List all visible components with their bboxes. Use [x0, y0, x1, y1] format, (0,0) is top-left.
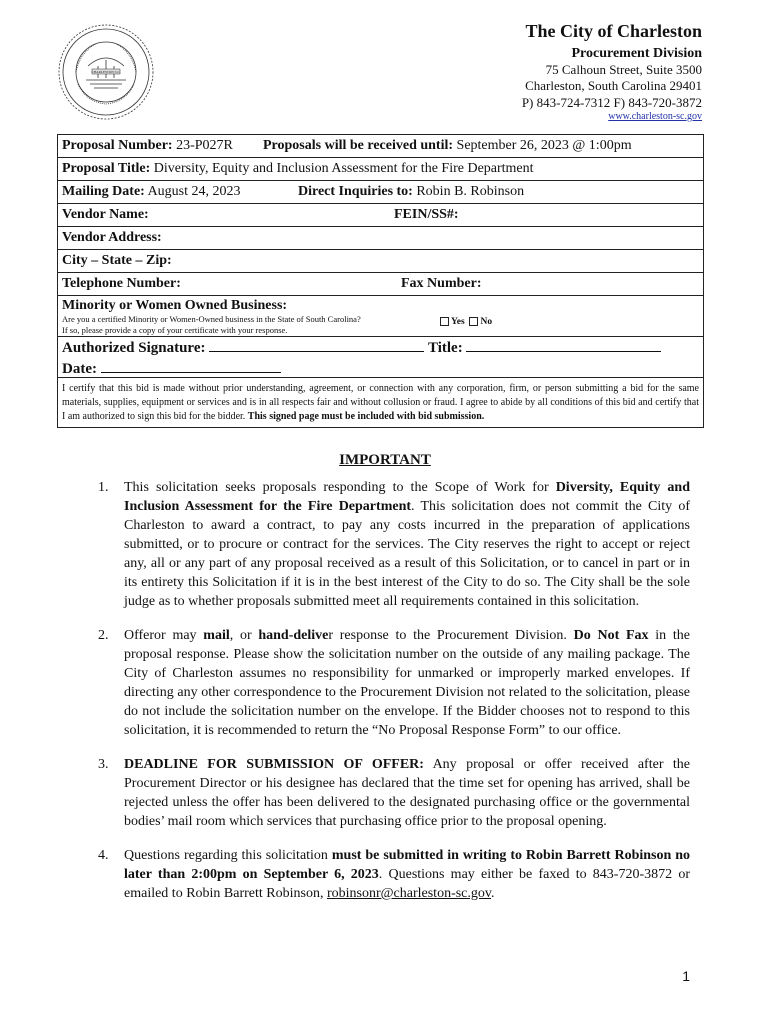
website-link[interactable]: www.charleston-sc.gov [608, 110, 702, 122]
mwob-question: Are you a certified Minority or Women-Owned business in the State of South Carolina? [62, 314, 361, 324]
city-state-zip-field[interactable] [58, 250, 703, 273]
phone-fax-line: P) 843-724-7312 F) 843-720-3872 [521, 94, 702, 110]
mailing-date-row [58, 181, 703, 204]
important-heading: IMPORTANT [339, 452, 431, 468]
proposal-title-value: Diversity, Equity and Inclusion Assessment for the Fire Department [153, 161, 534, 176]
vendor-address-label: Vendor Address: [62, 230, 162, 245]
vendor-name-label: Vendor Name: [62, 207, 149, 222]
certification-bold: This signed page must be included with bid submission. [247, 411, 485, 422]
mwob-title: Minority or Women Owned Business: [62, 298, 288, 313]
list-item: 2. Offeror may mail, or hand-deliver response to the Procurement Division. Do Not Fax in the proposal response. Please show the solicitation number on the outside of any mailing package. The City of Charleston assumes no responsibility for unmarked or improperly marked envelopes. If directing any other correspondence to the Procurement Division not related to the solicitation, please do not include the solicitation number on the envelope. If the Bidder chooses not to respond to this solicitation, it is recommended to return the “No Proposal Response Form” to our office. [98, 628, 690, 738]
telephone-label: Telephone Number: [62, 276, 181, 291]
fein-label: FEIN/SS#: [394, 207, 459, 222]
address-line-2: Charleston, South Carolina 29401 [525, 78, 702, 94]
title-field-label: Title: [427, 340, 463, 356]
signature-line[interactable] [209, 337, 424, 352]
mailing-date-label: Mailing Date: [62, 184, 145, 199]
mwob-options [440, 317, 492, 327]
no-label: No [480, 317, 493, 327]
proposal-title-row [58, 158, 703, 181]
date-line[interactable] [101, 358, 281, 373]
title-line[interactable] [466, 337, 661, 352]
certification-body: I certify that this bid is made without prior understanding, agreement, or connection with any corporation, firm, or person submitting a bid for the same materials, supplies, equipment or services and is in all respects fair and without collusion or fraud. I agree to abide by all conditions of this bid and certify that I am authorized to sign this bid for the bidder. [62, 383, 699, 422]
no-checkbox[interactable] [469, 317, 478, 326]
received-label: Proposals will be received until: [263, 138, 454, 153]
telephone-field[interactable] [58, 273, 703, 296]
date-label: Date: [62, 361, 97, 377]
vendor-name-field[interactable] [58, 204, 703, 227]
list-item: 3. DEADLINE FOR SUBMISSION OF OFFER: Any proposal or offer received after the Procurement Director or his designee has declared that the time set for opening has arrived, shall be rejected unless the offer has been delivered to the designated purchasing office or the governmental bodies’ mail room which services that purchasing office prior to the proposal opening. [98, 757, 690, 829]
proposal-number-value: 23-P027R [176, 138, 233, 153]
yes-checkbox[interactable] [440, 317, 449, 326]
signature-row [58, 337, 703, 378]
mailing-date-value: August 24, 2023 [147, 184, 241, 199]
signature-label: Authorized Signature: [62, 340, 206, 356]
city-state-zip-label: City – State – Zip: [62, 253, 172, 268]
email-link[interactable]: robinsonr@charleston-sc.gov [326, 886, 491, 901]
seal-text: CHARLESTON S.C. [91, 70, 121, 74]
inquiries-label: Direct Inquiries to: [298, 184, 413, 199]
list-item: 1. This solicitation seeks proposals responding to the Scope of Work for Diversity, Equity and Inclusion Assessment for the Fire Department. This solicitation does not commit the City of Charleston to award a contract, to pay any costs incurred in the preparation of applications submitted, or to procure or contract for the services. The City reserves the right to accept or reject any, all or any part of any proposal received as a result of this Solicitation, or to cancel in part or in its entirety this Solicitation if it is in the best interest of the City to do so. The City shall be the sole judge as to whether proposals submitted meet all requirements contained in this solicitation. [98, 480, 690, 609]
address-line-1: 75 Calhoun Street, Suite 3500 [545, 62, 702, 77]
vendor-address-field[interactable] [58, 227, 703, 250]
proposal-form [57, 134, 704, 428]
received-value: September 26, 2023 @ 1:00pm [456, 138, 632, 153]
fax-label: Fax Number: [401, 276, 482, 291]
city-seal-icon [56, 22, 156, 122]
mwob-note: If so, please provide a copy of your certificate with your response. [62, 325, 288, 335]
important-list [98, 478, 690, 918]
mwob-row [58, 296, 703, 337]
proposal-title-label: Proposal Title: [62, 161, 151, 176]
proposal-number-label: Proposal Number: [62, 138, 173, 153]
inquiries-value: Robin B. Robinson [416, 184, 525, 199]
letterhead [522, 20, 702, 123]
city-name: The City of Charleston [525, 21, 702, 41]
proposal-number-row [58, 135, 703, 158]
division-name: Procurement Division [571, 45, 702, 61]
page-number: 1 [682, 968, 690, 984]
yes-label: Yes [451, 317, 465, 327]
certification-text [58, 378, 703, 427]
list-item: 4. Questions regarding this solicitation must be submitted in writing to Robin Barrett Robinson no later than 2:00pm on September 6, 2023. Questions may either be faxed to 843-720-3872 or emailed to Robin Barrett Robinson, robinsonr@charleston-sc.gov. [98, 848, 690, 901]
